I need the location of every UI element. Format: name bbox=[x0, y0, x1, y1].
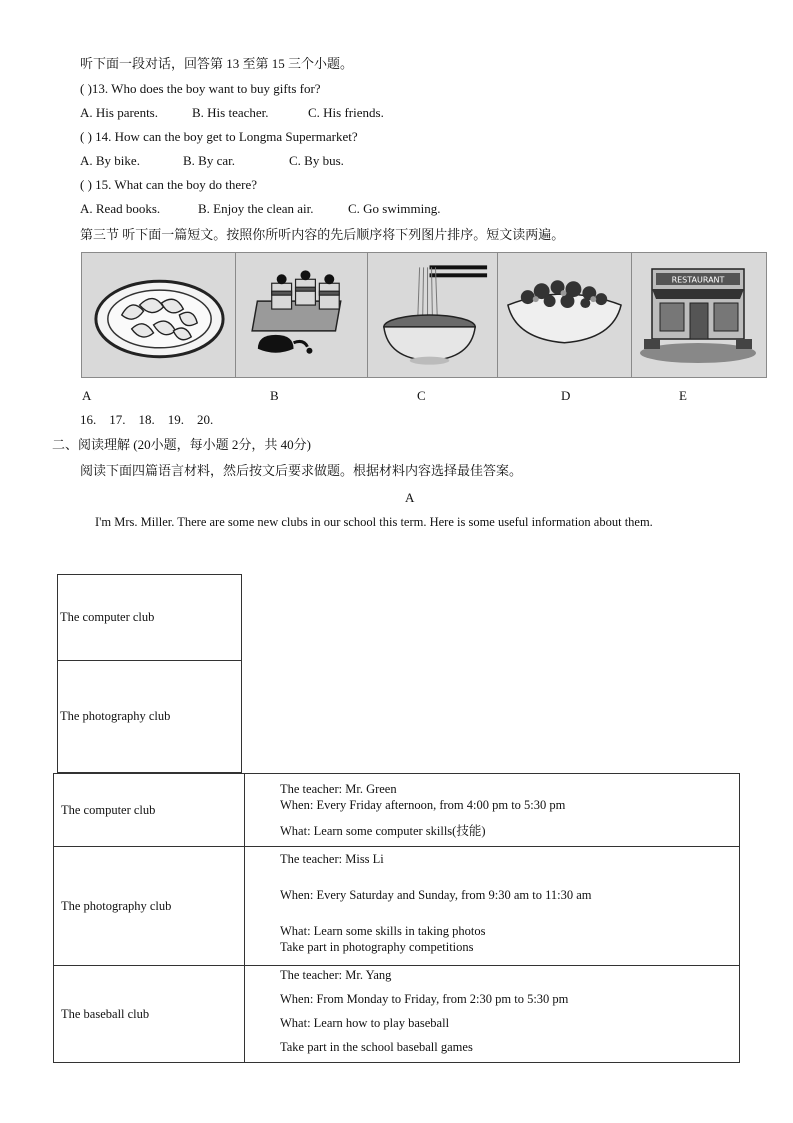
question-15: ( ) 15. What can the boy do there? bbox=[80, 177, 257, 192]
picture-b-cakes bbox=[236, 253, 368, 377]
reading-heading: 二、阅读理解 (20小题，每小题 2分，共 40分) bbox=[52, 437, 311, 452]
question-14: ( ) 14. How can the boy get to Longma Supermarket? bbox=[80, 129, 358, 144]
q15-option-a: A. Read books. bbox=[80, 201, 161, 216]
club-teacher: The teacher: Miss Li bbox=[280, 852, 384, 866]
small-club-table bbox=[57, 574, 242, 773]
club-what: What: Learn some computer skills(技能) bbox=[280, 823, 486, 838]
question-13: ( )13. Who does the boy want to buy gifts for? bbox=[80, 81, 321, 96]
picture-e-restaurant bbox=[632, 253, 766, 377]
small-table-cell: The computer club bbox=[58, 575, 242, 661]
picture-label-a: A bbox=[82, 388, 92, 403]
q13-option-b: B. His teacher. bbox=[192, 105, 269, 120]
clubs-table bbox=[53, 773, 740, 1063]
small-table-cell: The photography club bbox=[58, 661, 242, 773]
table-row bbox=[54, 966, 740, 1063]
q13-option-a: A. His parents. bbox=[80, 105, 158, 120]
picture-label-b: B bbox=[270, 388, 279, 403]
club-what: What: Learn how to play baseball bbox=[280, 1016, 450, 1030]
q15-option-c: C. Go swimming. bbox=[348, 201, 441, 216]
q14-option-c: C. By bus. bbox=[289, 153, 344, 168]
picture-label-c: C bbox=[417, 388, 426, 403]
q15-option-b: B. Enjoy the clean air. bbox=[198, 201, 314, 216]
club-name: The photography club bbox=[54, 847, 245, 966]
table-row bbox=[54, 847, 740, 966]
club-what: What: Learn some skills in taking photos bbox=[280, 924, 486, 938]
passage-intro: I'm Mrs. Miller. There are some new clubs in our school this term. Here is some useful information about them. bbox=[95, 515, 653, 529]
picture-strip bbox=[81, 252, 767, 378]
club-teacher: The teacher: Mr. Yang bbox=[280, 968, 392, 982]
club-details bbox=[245, 966, 740, 1063]
club-what-extra: Take part in the school baseball games bbox=[280, 1040, 473, 1054]
q14-option-b: B. By car. bbox=[183, 153, 235, 168]
club-what-extra: Take part in photography competitions bbox=[280, 940, 474, 954]
club-details bbox=[245, 847, 740, 966]
picture-a-dumplings bbox=[82, 253, 236, 377]
answer-numbers: 16. 17. 18. 19. 20. bbox=[80, 412, 214, 427]
club-teacher: The teacher: Mr. Green bbox=[280, 781, 397, 796]
club-name: The computer club bbox=[54, 774, 245, 847]
club-when: When: From Monday to Friday, from 2:30 pm to 5:30 pm bbox=[280, 992, 569, 1006]
q14-option-a: A. By bike. bbox=[80, 153, 140, 168]
picture-label-d: D bbox=[561, 388, 571, 403]
q13-option-c: C. His friends. bbox=[308, 105, 384, 120]
picture-label-e: E bbox=[679, 388, 687, 403]
passage-label: A bbox=[405, 490, 415, 505]
table-row bbox=[54, 774, 740, 847]
club-when: When: Every Friday afternoon, from 4:00 pm to 5:30 pm bbox=[280, 797, 566, 812]
club-when: When: Every Saturday and Sunday, from 9:30 am to 11:30 am bbox=[280, 888, 592, 902]
reading-instruction: 阅读下面四篇语言材料，然后按文后要求做题。根据材料内容选择最佳答案。 bbox=[80, 463, 523, 478]
listening-intro: 听下面一段对话，回答第 13 至第 15 三个小题。 bbox=[80, 56, 354, 71]
picture-d-salad bbox=[498, 253, 632, 377]
section-3-instruction: 第三节 听下面一篇短文。按照你所听内容的先后顺序将下列图片排序。短文读两遍。 bbox=[80, 227, 565, 242]
club-details bbox=[245, 774, 740, 847]
club-name: The baseball club bbox=[54, 966, 245, 1063]
picture-c-noodles bbox=[368, 253, 498, 377]
restaurant-sign-text: RESTAURANT bbox=[671, 275, 725, 285]
